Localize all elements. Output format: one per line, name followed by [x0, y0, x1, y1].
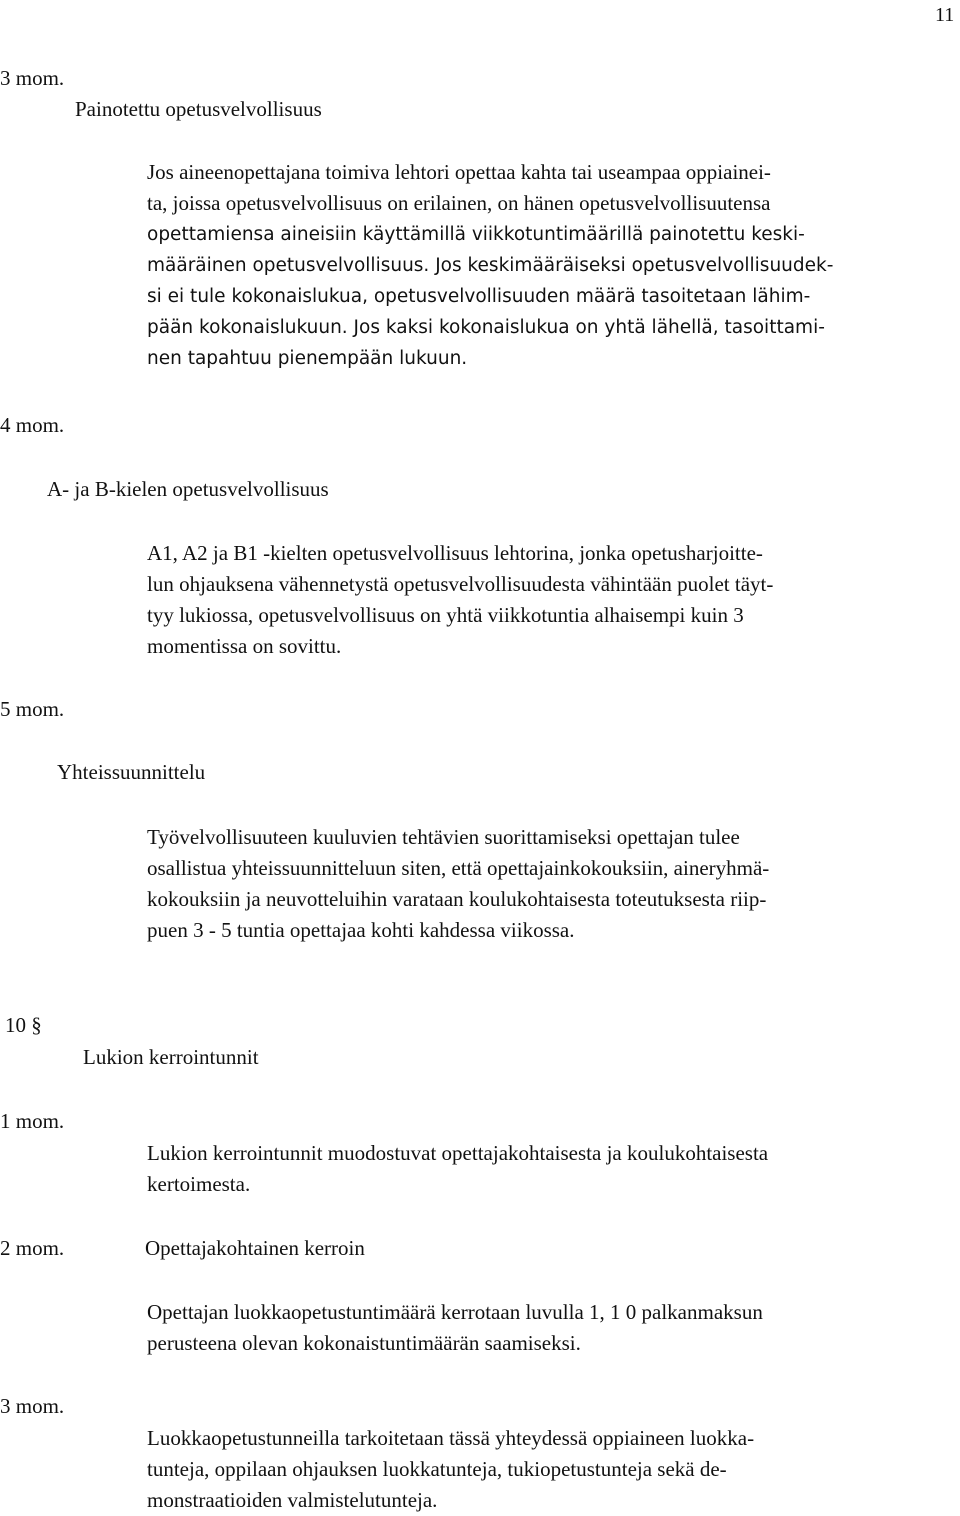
text-line: Opettajan luokkaopetustuntimäärä kerrotaan luvulla 1, 1 0 palkanmaksun	[147, 1300, 763, 1324]
text-line: perusteena olevan kokonaistuntimäärän saamiseksi.	[147, 1331, 581, 1355]
paragraph-opettajakohtainen	[147, 1297, 927, 1359]
text-line: kertoimesta.	[147, 1172, 251, 1196]
moment-label-10-2: 2 mom.	[0, 1236, 65, 1260]
moment-label-3: 3 mom.	[0, 66, 65, 90]
text-line: nen tapahtuu pienempään lukuun.	[147, 348, 468, 369]
section-heading-kielet: A- ja B-kielen opetusvelvollisuus	[47, 477, 329, 501]
page-number: 11	[935, 4, 955, 26]
text-line: monstraatioiden valmistelutunteja.	[147, 1488, 438, 1512]
text-line: osallistua yhteissuunnitteluun siten, että opettajainkokouksiin, aineryhmä-	[147, 856, 770, 880]
paragraph-kerrointunnit	[147, 1138, 927, 1200]
section-title-kerrointunnit: Lukion kerrointunnit	[83, 1045, 259, 1069]
text-line: si ei tule kokonaislukua, opetusvelvollisuuden määrä tasoitetaan lähim-	[147, 286, 811, 307]
moment-label-10-1: 1 mom.	[0, 1109, 65, 1133]
section-heading-opettajakohtainen: Opettajakohtainen kerroin	[145, 1236, 365, 1260]
paragraph-yhteissuunnittelu	[147, 822, 927, 946]
text-line: pään kokonaislukuun. Jos kaksi kokonaislukua on yhtä lähellä, tasoittami-	[147, 317, 825, 338]
text-line: A1, A2 ja B1 -kielten opetusvelvollisuus lehtorina, jonka opetusharjoitte-	[147, 541, 763, 565]
text-line: momentissa on sovittu.	[147, 634, 342, 658]
text-line: puen 3 - 5 tuntia opettajaa kohti kahdessa viikossa.	[147, 918, 575, 942]
moment-label-4: 4 mom.	[0, 413, 65, 437]
moment-label-5: 5 mom.	[0, 697, 65, 721]
text-line: ta, joissa opetusvelvollisuus on erilainen, on hänen opetusvelvollisuutensa	[147, 191, 771, 215]
text-line: Lukion kerrointunnit muodostuvat opettajakohtaisesta ja koulukohtaisesta	[147, 1141, 769, 1165]
text-line: Luokkaopetustunneilla tarkoitetaan tässä yhteydessä oppiaineen luokka-	[147, 1426, 755, 1450]
text-line: Jos aineenopettajana toimiva lehtori opettaa kahta tai useampaa oppiainei-	[147, 160, 771, 184]
section-number-10: 10 §	[5, 1013, 42, 1037]
paragraph-painotettu	[147, 157, 927, 374]
text-line: kokouksiin ja neuvotteluihin varataan koulukohtaisesta toteutuksesta riip-	[147, 887, 767, 911]
text-line: opettamiensa aineisiin käyttämillä viikkotuntimäärillä painotettu keski-	[147, 224, 805, 245]
text-line: määräinen opetusvelvollisuus. Jos keskimääräiseksi opetusvelvollisuudek-	[147, 255, 834, 276]
paragraph-luokkaopetustunnit	[147, 1423, 927, 1516]
text-line: tunteja, oppilaan ohjauksen luokkatunteja, tukiopetustunteja sekä de-	[147, 1457, 727, 1481]
section-heading-yhteissuunnittelu: Yhteissuunnittelu	[57, 760, 206, 784]
text-line: Työvelvollisuuteen kuuluvien tehtävien suorittamiseksi opettajan tulee	[147, 825, 740, 849]
text-line: lun ohjauksena vähennetystä opetusvelvollisuudesta vähintään puolet täyt-	[147, 572, 774, 596]
text-line: tyy lukiossa, opetusvelvollisuus on yhtä viikkotuntia alhaisempi kuin 3	[147, 603, 744, 627]
section-heading-painotettu: Painotettu opetusvelvollisuus	[75, 97, 322, 121]
paragraph-kielet	[147, 538, 927, 662]
moment-label-10-3: 3 mom.	[0, 1394, 65, 1418]
